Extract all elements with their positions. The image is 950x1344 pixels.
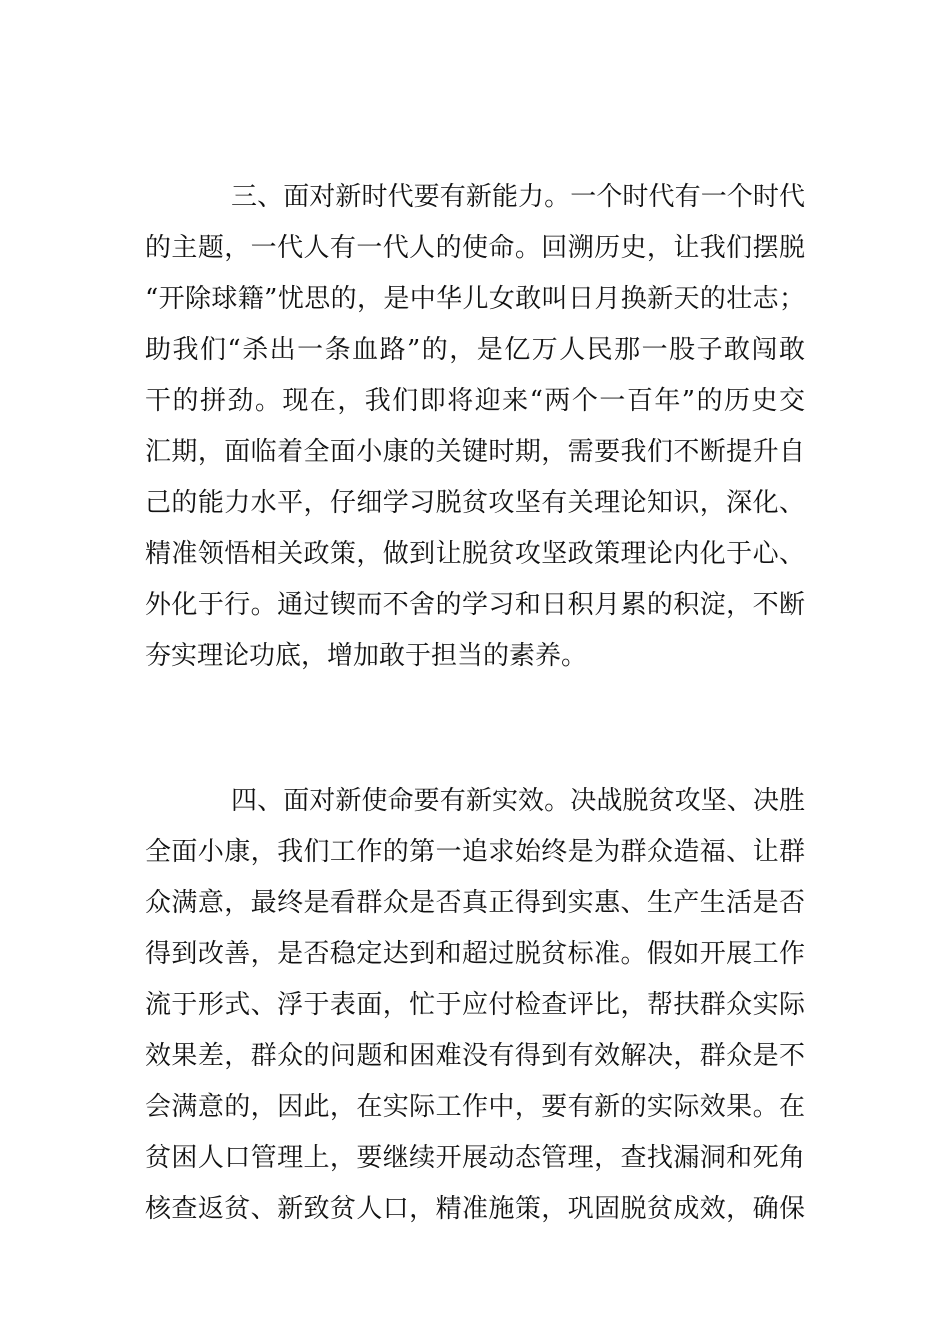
paragraph-new-capability (145, 172, 805, 682)
paragraph-line: 会满意的，因此，在实际工作中，要有新的实际效果。在 (145, 1092, 805, 1122)
paragraph-line: 汇期，面临着全面小康的关键时期，需要我们不断提升自 (145, 437, 805, 467)
paragraph-line: 效果差，群众的问题和困难没有得到有效解决，群众是不 (145, 1041, 805, 1071)
paragraph-line: 核查返贫、新致贫人口，精准施策，巩固脱贫成效，确保 (145, 1194, 805, 1224)
paragraph-line: 己的能力水平，仔细学习脱贫攻坚有关理论知识，深化、 (145, 488, 805, 518)
paragraph-line: 得到改善，是否稳定达到和超过脱贫标准。假如开展工作 (145, 939, 805, 969)
paragraph-new-results (145, 776, 805, 1235)
paragraph-line: 的主题，一代人有一代人的使命。回溯历史，让我们摆脱 (145, 233, 805, 263)
paragraph-line: “开除球籍”忧思的，是中华儿女敢叫日月换新天的壮志； (145, 284, 805, 314)
paragraph-line: 三、面对新时代要有新能力。一个时代有一个时代 (231, 182, 805, 212)
paragraph-line: 众满意，最终是看群众是否真正得到实惠、生产生活是否 (145, 888, 805, 918)
paragraph-line: 贫困人口管理上，要继续开展动态管理，查找漏洞和死角 (145, 1143, 805, 1173)
paragraph-line: 外化于行。通过锲而不舍的学习和日积月累的积淀，不断 (145, 590, 805, 620)
paragraph-line: 四、面对新使命要有新实效。决战脱贫攻坚、决胜 (231, 786, 805, 816)
paragraph-line: 流于形式、浮于表面，忙于应付检查评比，帮扶群众实际 (145, 990, 805, 1020)
paragraph-line: 干的拼劲。现在，我们即将迎来“两个一百年”的历史交 (145, 386, 805, 416)
paragraph-line: 精准领悟相关政策，做到让脱贫攻坚政策理论内化于心、 (145, 539, 805, 569)
paragraph-line: 助我们“杀出一条血路”的，是亿万人民那一股子敢闯敢 (145, 335, 805, 365)
paragraph-line: 夯实理论功底，增加敢于担当的素养。 (145, 641, 588, 671)
paragraph-line: 全面小康，我们工作的第一追求始终是为群众造福、让群 (145, 837, 805, 867)
